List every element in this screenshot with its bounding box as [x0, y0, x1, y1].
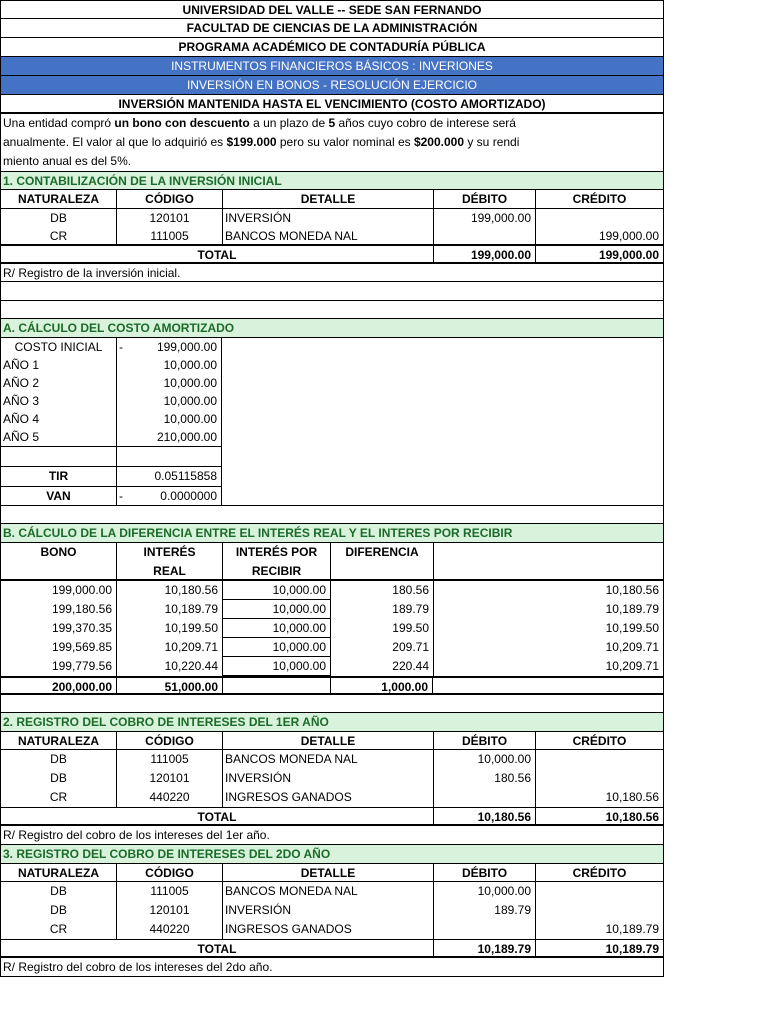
problem-line-3: miento anual es del 5%. [3, 154, 132, 168]
table-row [0, 209, 664, 227]
bond-row [0, 600, 664, 619]
cell-bono: 199,180.56 [51, 602, 112, 616]
table-row [0, 920, 664, 939]
cell-detalle: INGRESOS GANADOS [222, 788, 433, 807]
cell-credito [535, 750, 663, 769]
header-blank [433, 543, 663, 579]
cell-interes-real-copy: 10,209.71 [433, 657, 663, 676]
cell-detalle: INVERSIÓN [222, 901, 433, 920]
section-1-header-row [0, 190, 664, 209]
cell-naturaleza: CR [49, 229, 68, 243]
cell-interes-recibir: 10,000.00 [222, 581, 330, 600]
cell-debito [433, 227, 535, 244]
year-value: 10,000.00 [116, 410, 221, 428]
section-b-total-row [0, 676, 664, 695]
problem-statement [0, 114, 664, 171]
van-value: 0.0000000 [160, 489, 217, 503]
header-credito: CRÉDITO [535, 732, 663, 749]
cell-credito [535, 901, 663, 920]
cell-naturaleza: DB [50, 211, 67, 225]
van-label: VAN [46, 489, 71, 503]
cell-naturaleza: CR [49, 790, 68, 804]
section-a-title: A. CÁLCULO DEL COSTO AMORTIZADO [0, 319, 664, 338]
van-row [1, 487, 221, 505]
cell-codigo: 111005 [116, 227, 222, 244]
tir-label: TIR [48, 469, 69, 483]
bond-row [0, 657, 664, 676]
cell-credito [535, 769, 663, 788]
bond-row [0, 638, 664, 657]
cell-diferencia: 209.71 [330, 638, 433, 657]
year-label: AÑO 2 [3, 376, 40, 390]
total-credit: 199,000.00 [535, 246, 663, 262]
cell-detalle: BANCOS MONEDA NAL [222, 227, 433, 244]
header-debito: DÉBITO [433, 732, 535, 749]
year-row [1, 374, 221, 392]
total-debit: 199,000.00 [433, 246, 535, 262]
header-debito: DÉBITO [433, 864, 535, 881]
course-title: INSTRUMENTOS FINANCIEROS BÁSICOS : INVERIONES [0, 57, 664, 76]
cell-credito: 199,000.00 [535, 227, 663, 244]
header-codigo: CÓDIGO [116, 732, 222, 749]
total-diferencia: 1,000.00 [330, 678, 433, 693]
initial-cost-sign: - [116, 338, 136, 356]
section-1-title: 1. CONTABILIZACIÓN DE LA INVERSIÓN INICIAL [0, 171, 664, 190]
cell-credito [535, 882, 663, 901]
cell-naturaleza: DB [50, 903, 67, 917]
section-3-title: 3. REGISTRO DEL COBRO DE INTERESES DEL 2DO AÑO [0, 845, 664, 864]
cell-codigo: 111005 [116, 882, 222, 901]
faculty-title: FACULTAD DE CIENCIAS DE LA ADMINISTRACIÓN [0, 19, 664, 38]
year-label: AÑO 5 [3, 430, 40, 444]
header-codigo: CÓDIGO [116, 864, 222, 881]
total-bono: 200,000.00 [51, 680, 112, 693]
program-title: PROGRAMA ACADÉMICO DE CONTADURÍA PÚBLICA [0, 38, 664, 57]
header-interes-por-recibir: INTERÉS POR RECIBIR [222, 543, 330, 579]
header-naturaleza: NATURALEZA [17, 734, 100, 748]
cell-interes-real: 10,199.50 [116, 619, 222, 638]
bond-rows [0, 581, 665, 676]
cell-naturaleza: CR [49, 922, 68, 936]
header-bono: BONO [40, 545, 77, 559]
section-3-rows [0, 882, 665, 939]
topic-title: INVERSIÓN EN BONOS - RESOLUCIÓN EJERCICIO [0, 76, 664, 95]
cell-naturaleza: DB [50, 752, 67, 766]
cell-debito: 10,000.00 [433, 750, 535, 769]
cell-diferencia: 220.44 [330, 657, 433, 676]
year-row [1, 410, 221, 428]
cell-codigo: 120101 [116, 769, 222, 788]
cell-diferencia: 180.56 [330, 581, 433, 600]
table-row [0, 769, 664, 788]
section-3-note: R/ Registro del cobro de los intereses del 2do año. [0, 958, 664, 977]
cell-detalle: BANCOS MONEDA NAL [222, 750, 433, 769]
cell-interes-real: 10,209.71 [116, 638, 222, 657]
cell-interes-real: 10,189.79 [116, 600, 222, 619]
year-value: 10,000.00 [116, 374, 221, 392]
section-2-title: 2. REGISTRO DEL COBRO DE INTERESES DEL 1ER AÑO [0, 713, 664, 732]
cell-debito: 180.56 [433, 769, 535, 788]
section-2-note: R/ Registro del cobro de los intereses del 1er año. [0, 826, 664, 845]
cell-detalle: BANCOS MONEDA NAL [222, 882, 433, 901]
header-detalle: DETALLE [222, 190, 433, 208]
blank-cell [116, 447, 221, 466]
cell-debito [433, 788, 535, 807]
total-interes-real: 51,000.00 [116, 678, 222, 693]
total-credit: 10,180.56 [535, 808, 663, 824]
total-row [0, 246, 664, 264]
initial-cost-row [1, 338, 221, 356]
initial-cost-label: COSTO INICIAL [14, 340, 103, 354]
section-3-header-row [0, 864, 664, 882]
spacer-row [0, 301, 664, 319]
year-label: AÑO 4 [3, 412, 40, 426]
cell-debito: 199,000.00 [433, 209, 535, 227]
total-row [0, 939, 664, 958]
cell-detalle: INVERSIÓN [222, 209, 433, 227]
cell-bono: 199,000.00 [51, 583, 112, 597]
section-2-header-row [0, 732, 664, 750]
bond-row [0, 581, 664, 600]
header-credito: CRÉDITO [535, 190, 663, 208]
section-b-header-row [0, 543, 664, 581]
cell-interes-recibir: 10,000.00 [222, 638, 330, 657]
total-interes-recibir [222, 678, 330, 693]
cell-interes-real-copy: 10,189.79 [433, 600, 663, 619]
table-row [0, 788, 664, 807]
header-detalle: DETALLE [222, 732, 433, 749]
total-label: TOTAL [197, 248, 237, 262]
header-codigo: CÓDIGO [116, 190, 222, 208]
cell-credito: 10,180.56 [535, 788, 663, 807]
cell-interes-real: 10,220.44 [116, 657, 222, 676]
cell-codigo: 111005 [116, 750, 222, 769]
problem-line-2: anualmente. El valor al que lo adquirió es $199.000 pero su valor nominal es $200.000 y su rendi [3, 135, 520, 149]
spacer-row [0, 505, 664, 524]
cell-interes-real-copy: 10,180.56 [433, 581, 663, 600]
cell-codigo: 440220 [116, 920, 222, 939]
cell-diferencia: 199.50 [330, 619, 433, 638]
year-row [1, 428, 221, 447]
header-credito: CRÉDITO [535, 864, 663, 881]
year-value: 10,000.00 [116, 356, 221, 374]
total-debit: 10,189.79 [433, 940, 535, 956]
cell-diferencia: 189.79 [330, 600, 433, 619]
amortized-cost-block [0, 338, 664, 505]
year-row [1, 356, 221, 374]
cell-naturaleza: DB [50, 771, 67, 785]
cell-credito [535, 209, 663, 227]
cell-detalle: INVERSIÓN [222, 769, 433, 788]
cell-credito: 10,189.79 [535, 920, 663, 939]
bond-row [0, 619, 664, 638]
total-label: TOTAL [197, 942, 237, 956]
cell-bono: 199,569.85 [51, 640, 112, 654]
cell-codigo: 440220 [116, 788, 222, 807]
header-naturaleza: NATURALEZA [17, 192, 100, 206]
cell-naturaleza: DB [50, 884, 67, 898]
cell-detalle: INGRESOS GANADOS [222, 920, 433, 939]
header-naturaleza: NATURALEZA [17, 866, 100, 880]
cell-interes-real-copy: 10,199.50 [433, 619, 663, 638]
spacer-row [0, 282, 664, 301]
tir-row [1, 467, 221, 487]
cell-codigo: 120101 [116, 901, 222, 920]
year-value: 10,000.00 [116, 392, 221, 410]
year-row [1, 392, 221, 410]
header-diferencia: DIFERENCIA [330, 543, 433, 579]
cell-interes-real: 10,180.56 [116, 581, 222, 600]
cell-interes-real-copy: 10,209.71 [433, 638, 663, 657]
total-label: TOTAL [197, 810, 237, 824]
university-title: UNIVERSIDAD DEL VALLE -- SEDE SAN FERNANDO [0, 0, 664, 19]
total-row [0, 807, 664, 826]
cell-interes-recibir: 10,000.00 [222, 600, 330, 619]
cell-interes-recibir: 10,000.00 [222, 657, 330, 676]
cell-debito: 10,000.00 [433, 882, 535, 901]
cell-codigo: 120101 [116, 209, 222, 227]
total-debit: 10,180.56 [433, 808, 535, 824]
year-value: 210,000.00 [116, 428, 221, 446]
cell-debito: 189.79 [433, 901, 535, 920]
table-row [0, 882, 664, 901]
year-label: AÑO 3 [3, 394, 40, 408]
total-credit: 10,189.79 [535, 940, 663, 956]
header-interes-real: INTERÉS REAL [116, 543, 222, 579]
cell-interes-recibir: 10,000.00 [222, 619, 330, 638]
table-row [0, 750, 664, 769]
header-debito: DÉBITO [433, 190, 535, 208]
spacer-row [0, 695, 664, 713]
header-detalle: DETALLE [222, 864, 433, 881]
cell-bono: 199,370.35 [51, 621, 112, 635]
section-1-note: R/ Registro de la inversión inicial. [0, 264, 664, 282]
table-row [0, 227, 664, 246]
blank-row [1, 447, 221, 467]
table-row [0, 901, 664, 920]
section-2-rows [0, 750, 665, 807]
year-label: AÑO 1 [3, 358, 40, 372]
van-sign: - [116, 487, 136, 505]
subtopic-title: INVERSIÓN MANTENIDA HASTA EL VENCIMIENTO (COSTO AMORTIZADO) [0, 95, 664, 114]
problem-line-1: Una entidad compró un bono con descuento a un plazo de 5 años cuyo cobro de interese será [3, 116, 516, 130]
amortized-cost-table [1, 338, 222, 505]
cell-bono: 199,779.56 [51, 659, 112, 673]
tir-value: 0.05115858 [116, 467, 221, 486]
initial-cost-value: 199,000.00 [156, 340, 217, 354]
cell-debito [433, 920, 535, 939]
section-b-title: B. CÁLCULO DE LA DIFERENCIA ENTRE EL INTERÉS REAL Y EL INTERES POR RECIBIR [0, 524, 664, 543]
